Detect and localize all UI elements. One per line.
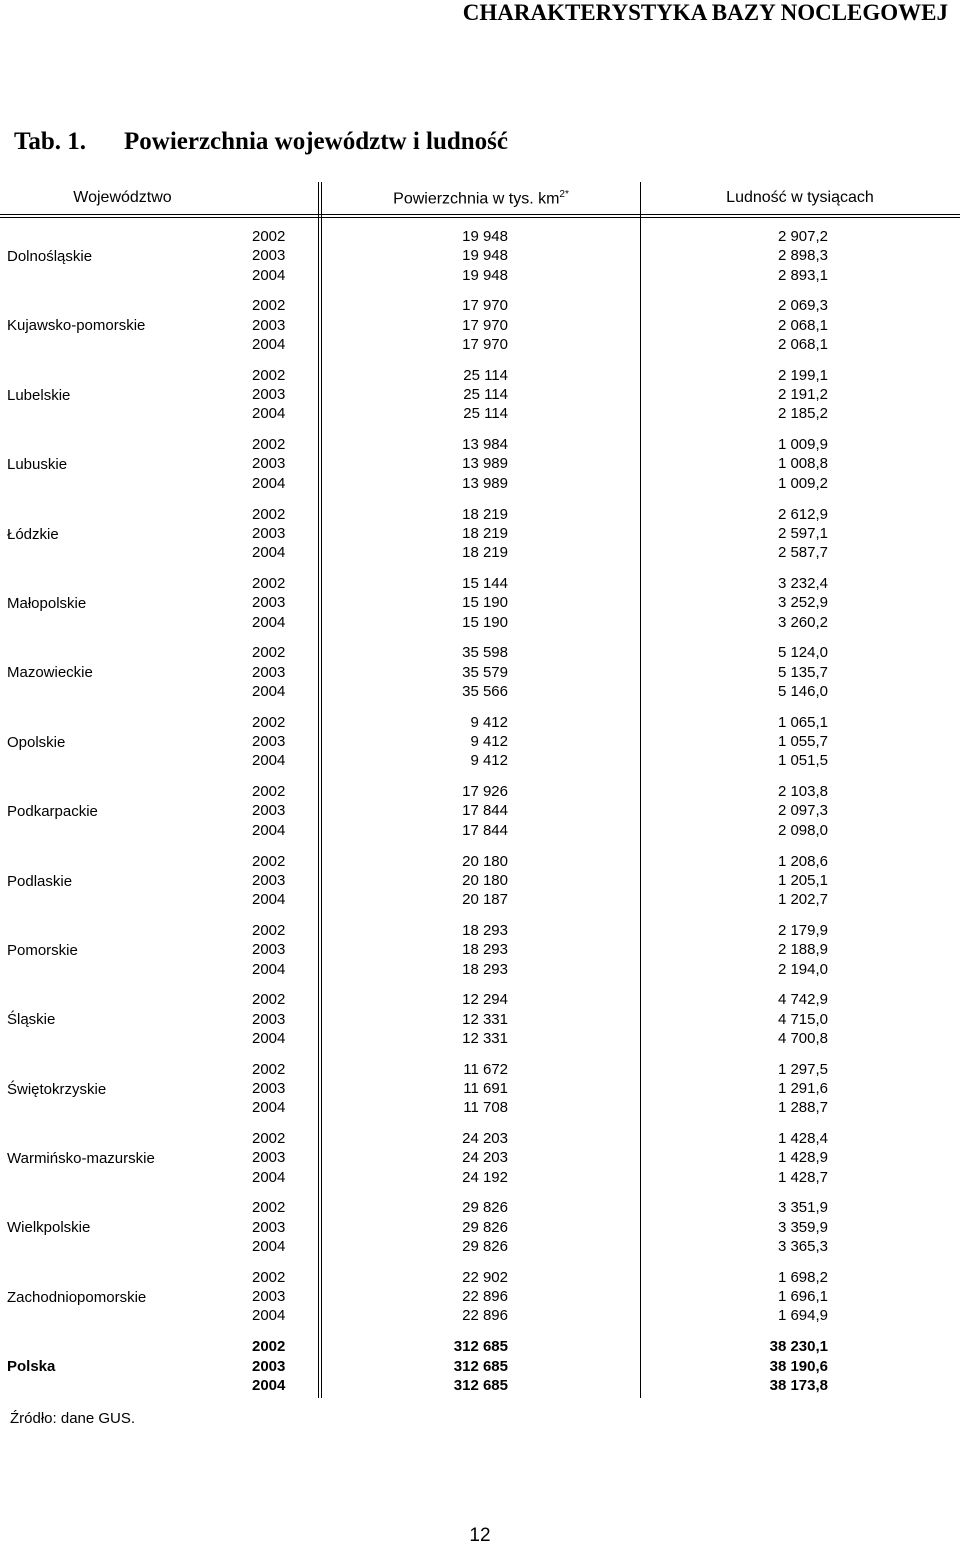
table-title [14, 128, 508, 156]
region-name: Świętokrzyskie [7, 1080, 107, 1098]
population-cell: 1 288,7 [777, 1099, 828, 1117]
year-cell: 2003 [252, 733, 286, 751]
area-cell: 9 412 [470, 713, 508, 731]
year-cell: 2002 [252, 783, 286, 801]
region-name: Podkarpackie [7, 803, 98, 821]
year-cell: 2004 [252, 1029, 286, 1047]
year-cell: 2002 [252, 991, 286, 1009]
table-row [0, 475, 960, 494]
table-row [0, 1061, 960, 1080]
table-row [0, 683, 960, 702]
table-row [0, 1011, 960, 1030]
population-cell: 1 008,8 [777, 455, 828, 473]
region-group [0, 367, 960, 436]
table-caption: Powierzchnia województw i ludność [124, 128, 508, 155]
region-group [0, 783, 960, 852]
area-cell: 12 331 [462, 1029, 508, 1047]
year-cell: 2002 [252, 713, 286, 731]
area-cell: 25 114 [463, 386, 508, 404]
year-cell: 2004 [252, 682, 286, 700]
population-cell: 2 185,2 [777, 405, 828, 423]
population-cell: 2 587,7 [777, 544, 828, 562]
population-cell: 4 700,8 [777, 1029, 828, 1047]
year-cell: 2004 [252, 335, 286, 353]
area-cell: 24 203 [462, 1130, 508, 1148]
population-cell: 2 068,1 [777, 316, 828, 334]
population-cell: 1 694,9 [777, 1307, 828, 1325]
year-cell: 2002 [252, 1199, 286, 1217]
year-cell: 2004 [252, 1168, 286, 1186]
population-cell: 2 068,1 [777, 335, 828, 353]
year-cell: 2002 [252, 644, 286, 662]
year-cell: 2002 [252, 921, 286, 939]
table-row [0, 1238, 960, 1257]
region-name: Pomorskie [7, 941, 78, 959]
population-cell: 2 194,0 [777, 960, 828, 978]
population-cell: 5 135,7 [777, 663, 828, 681]
area-cell: 312 685 [453, 1338, 508, 1356]
population-cell: 4 742,9 [777, 991, 828, 1009]
region-name: Lubuskie [7, 456, 68, 474]
table-row [0, 1338, 960, 1357]
population-cell: 2 098,0 [777, 821, 828, 839]
area-cell: 24 192 [462, 1168, 508, 1186]
table-row [0, 436, 960, 455]
region-name: Zachodniopomorskie [7, 1288, 147, 1306]
header-rule-double [0, 217, 960, 218]
table-row [0, 1219, 960, 1238]
population-cell: 1 009,2 [777, 474, 828, 492]
population-cell: 1 291,6 [777, 1079, 828, 1097]
year-cell: 2004 [252, 1238, 286, 1256]
region-group [0, 436, 960, 505]
year-cell: 2002 [252, 852, 286, 870]
year-cell: 2003 [252, 871, 286, 889]
year-cell: 2002 [252, 228, 286, 245]
year-cell: 2004 [252, 405, 286, 423]
table-body [0, 228, 960, 1408]
population-cell: 3 252,9 [777, 594, 828, 612]
region-name: Śląskie [7, 1011, 56, 1029]
table-row [0, 783, 960, 802]
year-cell: 2003 [252, 663, 286, 681]
table-row [0, 1080, 960, 1099]
population-cell: 1 065,1 [777, 713, 828, 731]
table-number: Tab. 1. [14, 128, 87, 155]
table-row [0, 594, 960, 613]
area-cell: 19 948 [462, 266, 508, 284]
population-cell: 2 097,3 [777, 802, 828, 820]
year-cell: 2004 [252, 1307, 286, 1325]
year-cell: 2003 [252, 524, 286, 542]
table-row [0, 386, 960, 405]
area-cell: 25 114 [463, 366, 508, 384]
year-cell: 2003 [252, 1010, 286, 1028]
year-cell: 2003 [252, 247, 286, 265]
area-cell: 17 970 [462, 316, 508, 334]
area-cell: 15 190 [462, 613, 508, 631]
area-cell: 11 672 [463, 1060, 508, 1078]
population-cell: 2 597,1 [777, 524, 828, 542]
table-row [0, 1099, 960, 1118]
area-cell: 312 685 [453, 1357, 508, 1375]
area-cell: 17 844 [462, 821, 508, 839]
table-row [0, 822, 960, 841]
data-table [0, 182, 960, 1394]
table-row [0, 991, 960, 1010]
area-cell: 22 902 [462, 1268, 508, 1286]
area-cell: 15 144 [462, 574, 508, 592]
region-group [0, 1061, 960, 1130]
population-cell: 2 898,3 [777, 247, 828, 265]
population-cell: 3 365,3 [777, 1238, 828, 1256]
area-cell: 35 566 [462, 682, 508, 700]
population-cell: 2 612,9 [777, 505, 828, 523]
year-cell: 2004 [252, 1376, 286, 1394]
area-cell: 20 180 [462, 871, 508, 889]
region-name: Dolnośląskie [7, 248, 93, 265]
region-group [0, 991, 960, 1060]
population-cell: 1 009,9 [777, 436, 828, 454]
area-cell: 13 984 [462, 436, 508, 454]
region-group [0, 1338, 960, 1407]
year-cell: 2002 [252, 574, 286, 592]
population-cell: 2 103,8 [777, 783, 828, 801]
page-number: 12 [469, 1525, 491, 1546]
running-header: CHARAKTERYSTYKA BAZY NOCLEGOWEJ [462, 0, 948, 25]
year-cell: 2003 [252, 802, 286, 820]
population-cell: 2 069,3 [777, 297, 828, 315]
area-cell: 17 926 [462, 783, 508, 801]
year-cell: 2004 [252, 474, 286, 492]
region-group [0, 644, 960, 713]
table-row [0, 872, 960, 891]
region-name: Opolskie [7, 733, 66, 751]
area-cell: 13 989 [462, 474, 508, 492]
area-cell: 19 948 [462, 247, 508, 265]
area-cell: 18 219 [462, 505, 508, 523]
area-cell: 29 826 [462, 1199, 508, 1217]
region-name: Wielkpolskie [7, 1219, 91, 1237]
year-cell: 2003 [252, 941, 286, 959]
year-cell: 2003 [252, 1079, 286, 1097]
area-cell: 25 114 [463, 405, 508, 423]
year-cell: 2002 [252, 366, 286, 384]
area-cell: 24 203 [462, 1149, 508, 1167]
area-cell: 18 293 [462, 960, 508, 978]
region-group [0, 297, 960, 366]
population-cell: 5 124,0 [777, 644, 828, 662]
region-name: Polska [7, 1358, 56, 1376]
year-cell: 2003 [252, 594, 286, 612]
year-cell: 2002 [252, 1338, 286, 1356]
column-header-wojewodztwo: Województwo [73, 189, 172, 206]
column-header-ludnosc: Ludność w tysiącach [726, 189, 874, 206]
region-group [0, 1130, 960, 1199]
population-cell: 5 146,0 [777, 682, 828, 700]
table-header-row [0, 182, 960, 216]
population-cell: 1 205,1 [777, 871, 828, 889]
area-cell: 9 412 [470, 733, 508, 751]
table-row [0, 1130, 960, 1149]
table-row [0, 544, 960, 563]
population-cell: 4 715,0 [777, 1010, 828, 1028]
region-group [0, 506, 960, 575]
year-cell: 2002 [252, 1130, 286, 1148]
population-cell: 1 428,9 [777, 1149, 828, 1167]
area-cell: 22 896 [462, 1307, 508, 1325]
table-row [0, 336, 960, 355]
year-cell: 2003 [252, 1357, 286, 1375]
table-row [0, 961, 960, 980]
region-name: Łódzkie [7, 525, 59, 543]
table-row [0, 297, 960, 316]
population-cell: 2 191,2 [777, 386, 828, 404]
table-row [0, 575, 960, 594]
area-cell: 17 970 [462, 335, 508, 353]
source-note: Źródło: dane GUS. [10, 1410, 136, 1427]
year-cell: 2003 [252, 455, 286, 473]
table-row [0, 1030, 960, 1049]
area-cell: 20 180 [462, 852, 508, 870]
table-row [0, 367, 960, 386]
area-cell: 13 989 [462, 455, 508, 473]
table-row [0, 664, 960, 683]
table-row [0, 614, 960, 633]
year-cell: 2002 [252, 1268, 286, 1286]
population-cell: 3 260,2 [777, 613, 828, 631]
year-cell: 2003 [252, 1218, 286, 1236]
year-cell: 2004 [252, 1099, 286, 1117]
area-cell: 17 970 [462, 297, 508, 315]
table-row [0, 506, 960, 525]
region-group [0, 853, 960, 922]
table-row [0, 714, 960, 733]
table-row [0, 733, 960, 752]
population-cell: 3 351,9 [777, 1199, 828, 1217]
table-row [0, 525, 960, 544]
table-row [0, 1307, 960, 1326]
year-cell: 2003 [252, 316, 286, 334]
table-row [0, 247, 960, 266]
table-row [0, 891, 960, 910]
population-cell: 2 179,9 [777, 921, 828, 939]
table-row [0, 853, 960, 872]
year-cell: 2002 [252, 505, 286, 523]
area-cell: 20 187 [462, 891, 508, 909]
population-cell: 2 893,1 [777, 266, 828, 284]
year-cell: 2002 [252, 1060, 286, 1078]
table-row [0, 405, 960, 424]
table-row [0, 317, 960, 336]
area-cell: 12 331 [462, 1010, 508, 1028]
column-header-powierzchnia [322, 189, 640, 208]
population-cell: 1 297,5 [777, 1060, 828, 1078]
population-cell: 3 359,9 [777, 1218, 828, 1236]
header-rule [0, 214, 960, 215]
year-cell: 2004 [252, 544, 286, 562]
region-group [0, 1269, 960, 1338]
table-row [0, 802, 960, 821]
year-cell: 2004 [252, 960, 286, 978]
region-group [0, 714, 960, 783]
population-cell: 2 907,2 [777, 228, 828, 245]
region-name: Małopolskie [7, 594, 87, 612]
table-row [0, 228, 960, 247]
population-cell: 1 698,2 [777, 1268, 828, 1286]
area-cell: 35 598 [462, 644, 508, 662]
population-cell: 1 055,7 [777, 733, 828, 751]
population-cell: 1 208,6 [777, 852, 828, 870]
year-cell: 2004 [252, 752, 286, 770]
population-cell: 1 428,7 [777, 1168, 828, 1186]
table-row [0, 455, 960, 474]
year-cell: 2002 [252, 436, 286, 454]
population-cell: 2 199,1 [777, 366, 828, 384]
area-cell: 35 579 [462, 663, 508, 681]
population-cell: 1 051,5 [777, 752, 828, 770]
region-name: Lubelskie [7, 386, 71, 404]
year-cell: 2003 [252, 1288, 286, 1306]
year-cell: 2002 [252, 297, 286, 315]
year-cell: 2003 [252, 1149, 286, 1167]
area-cell: 29 826 [462, 1218, 508, 1236]
table-row [0, 1149, 960, 1168]
area-cell: 312 685 [453, 1376, 508, 1394]
area-cell: 11 708 [463, 1099, 508, 1117]
table-row [0, 267, 960, 286]
population-cell: 2 188,9 [777, 941, 828, 959]
area-cell: 18 219 [462, 544, 508, 562]
table-row [0, 1288, 960, 1307]
year-cell: 2004 [252, 821, 286, 839]
year-cell: 2004 [252, 891, 286, 909]
region-name: Mazowieckie [7, 664, 93, 682]
area-cell: 18 293 [462, 921, 508, 939]
region-name: Warmińsko-mazurskie [7, 1150, 155, 1168]
table-row [0, 922, 960, 941]
population-cell: 1 428,4 [777, 1130, 828, 1148]
year-cell: 2004 [252, 613, 286, 631]
population-cell: 38 173,8 [769, 1376, 828, 1394]
area-cell: 17 844 [462, 802, 508, 820]
region-group [0, 228, 960, 297]
population-cell: 38 190,6 [769, 1357, 828, 1375]
column-header-powierzchnia-text: Powierzchnia w tys. km [393, 190, 560, 208]
region-name: Kujawsko-pomorskie [7, 317, 146, 335]
table-row [0, 1269, 960, 1288]
area-cell: 19 948 [462, 228, 508, 245]
year-cell: 2003 [252, 386, 286, 404]
area-cell: 18 219 [462, 524, 508, 542]
area-cell: 18 293 [462, 941, 508, 959]
table-row [0, 644, 960, 663]
population-cell: 1 202,7 [777, 891, 828, 909]
population-cell: 3 232,4 [777, 574, 828, 592]
population-cell: 38 230,1 [769, 1338, 828, 1356]
region-group [0, 575, 960, 644]
area-cell: 11 691 [463, 1079, 508, 1097]
area-cell: 12 294 [462, 991, 508, 1009]
region-group [0, 1199, 960, 1268]
region-group [0, 922, 960, 991]
table-row [0, 941, 960, 960]
table-row [0, 1169, 960, 1188]
area-cell: 15 190 [462, 594, 508, 612]
table-row [0, 1358, 960, 1377]
table-row [0, 1199, 960, 1218]
area-cell: 29 826 [462, 1238, 508, 1256]
year-cell: 2004 [252, 266, 286, 284]
area-cell: 22 896 [462, 1288, 508, 1306]
table-row [0, 1377, 960, 1396]
table-row [0, 752, 960, 771]
area-cell: 9 412 [470, 752, 508, 770]
region-name: Podlaskie [7, 872, 73, 890]
column-header-powierzchnia-superscript: 2* [559, 189, 569, 200]
population-cell: 1 696,1 [777, 1288, 828, 1306]
